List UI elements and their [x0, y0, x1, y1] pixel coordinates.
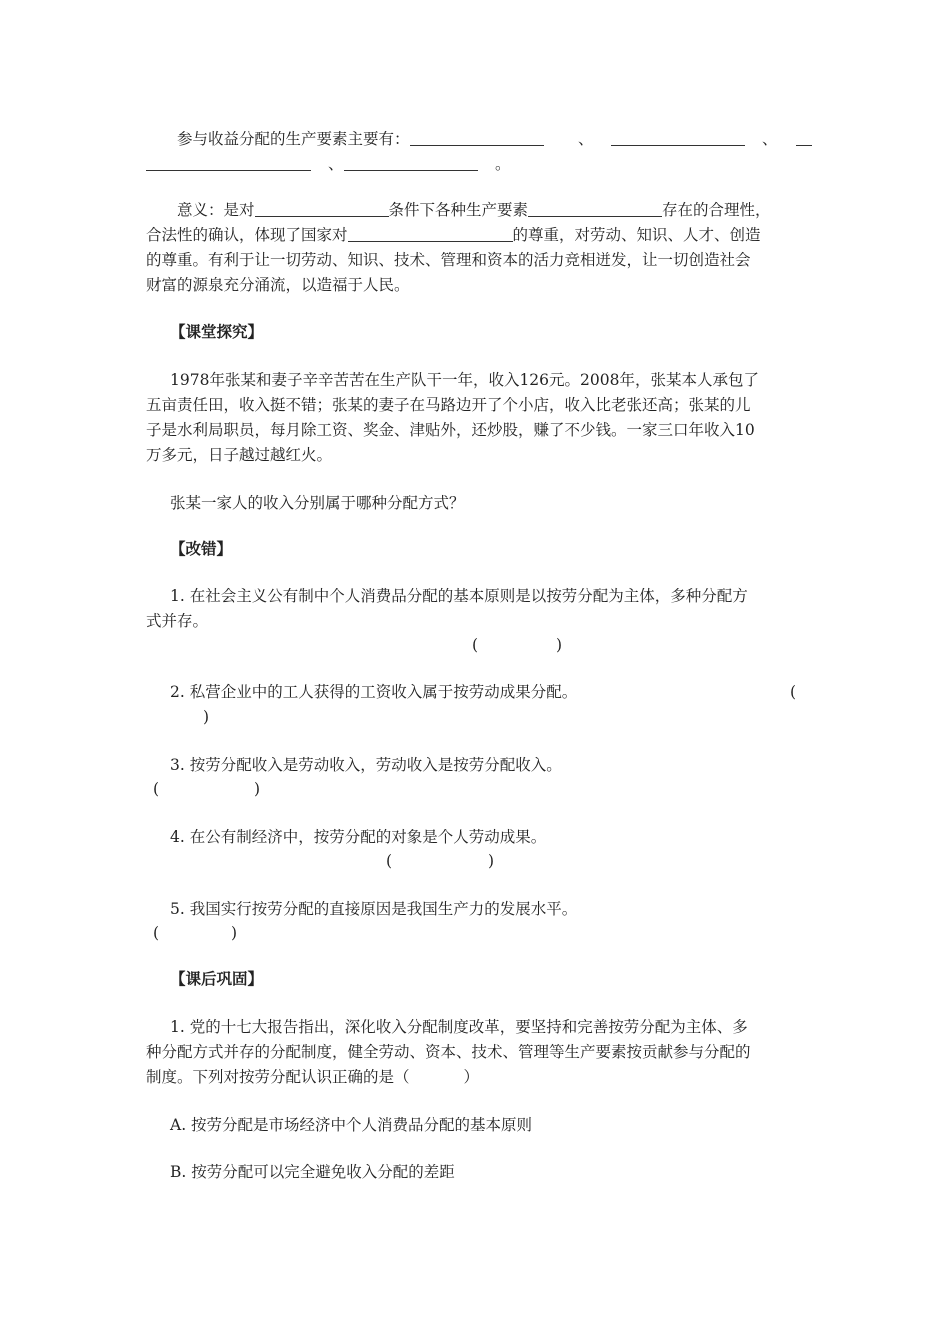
factors-line-2: [146, 152, 311, 176]
correct-q1-line-2: 式并存。: [146, 612, 209, 630]
fill-blank-5[interactable]: [255, 200, 389, 217]
fill-blank-3[interactable]: [146, 154, 311, 171]
meaning-text-2: 条件下各种生产要素: [388, 201, 529, 219]
meaning-line-1: [177, 198, 771, 222]
correct-q5-rparen: ): [231, 924, 238, 942]
meaning-text-3: 存在的合理性，: [662, 201, 771, 219]
factors-end: 。: [495, 155, 511, 173]
correct-q2-lparen: (: [790, 683, 797, 701]
factors-intro: 参与收益分配的生产要素主要有：: [177, 130, 410, 148]
fill-blank-6[interactable]: [528, 200, 662, 217]
meaning-line-4: 财富的源泉充分涌流，以造福于人民。: [146, 276, 410, 294]
correct-q1-rparen: ): [556, 636, 563, 654]
fill-blank-3-start[interactable]: [796, 129, 812, 146]
review-q1-rparen: ）: [463, 1068, 480, 1086]
factors-line: [177, 127, 544, 151]
factors-sep-2: 、: [762, 130, 778, 148]
correct-q1-lparen: (: [472, 636, 479, 654]
correct-q4: 4. 在公有制经济中，按劳分配的对象是个人劳动成果。: [170, 828, 547, 846]
explore-line-1: 1978年张某和妻子辛辛苦苦在生产队干一年，收入126元。2008年，张某本人承包了: [170, 371, 759, 389]
correct-q4-rparen: ): [488, 852, 495, 870]
review-q1-line-3: [146, 1065, 479, 1089]
meaning-text-1: 意义：是对: [177, 201, 255, 219]
correct-q1-line-1: 1. 在社会主义公有制中个人消费品分配的基本原则是以按劳分配为主体，多种分配方: [170, 587, 748, 605]
factors-blank-3a-wrap: [796, 127, 812, 151]
correct-q3-rparen: ): [254, 780, 261, 798]
correct-q4-lparen: (: [386, 852, 393, 870]
explore-line-3: 子是水利局职员，每月除工资、奖金、津贴外，还炒股，赚了不少钱。一家三口年收入10: [146, 421, 755, 439]
meaning-text-4: 合法性的确认，体现了国家对: [146, 226, 348, 244]
factors-blank-2-wrap: [611, 127, 745, 151]
review-option-a: A. 按劳分配是市场经济中个人消费品分配的基本原则: [170, 1116, 533, 1134]
review-q1-stem: 制度。下列对按劳分配认识正确的是（: [146, 1068, 410, 1086]
correct-q2-rparen: ): [203, 708, 210, 726]
explore-heading: 【课堂探究】: [170, 322, 264, 341]
correct-q3-lparen: (: [153, 780, 160, 798]
review-q1-line-2: 种分配方式并存的分配制度，健全劳动、资本、技术、管理等生产要素按贡献参与分配的: [146, 1043, 751, 1061]
meaning-text-5: 的尊重，对劳动、知识、人才、创造: [512, 226, 761, 244]
factors-blank-4-wrap: [344, 152, 478, 176]
review-heading: 【课后巩固】: [170, 969, 264, 988]
correct-q2: 2. 私营企业中的工人获得的工资收入属于按劳动成果分配。: [170, 683, 578, 701]
fill-blank-1[interactable]: [410, 129, 544, 146]
review-option-b: B. 按劳分配可以完全避免收入分配的差距: [170, 1163, 455, 1181]
review-q1-line-1: 1. 党的十七大报告指出，深化收入分配制度改革，要坚持和完善按劳分配为主体、多: [170, 1018, 748, 1036]
fill-blank-2[interactable]: [611, 129, 745, 146]
fill-blank-4[interactable]: [344, 154, 478, 171]
explore-question: 张某一家人的收入分别属于哪种分配方式？: [170, 494, 465, 512]
factors-sep-1: 、: [578, 130, 594, 148]
factors-sep-3: 、: [328, 155, 344, 173]
correct-heading: 【改错】: [170, 539, 233, 558]
fill-blank-7[interactable]: [348, 225, 513, 242]
meaning-line-2: [146, 223, 761, 247]
correct-q5: 5. 我国实行按劳分配的直接原因是我国生产力的发展水平。: [170, 900, 578, 918]
explore-line-4: 万多元，日子越过越红火。: [146, 446, 333, 464]
explore-line-2: 五亩责任田，收入挺不错；张某的妻子在马路边开了个小店，收入比老张还高；张某的儿: [146, 396, 751, 414]
meaning-line-3: 的尊重。有利于让一切劳动、知识、技术、管理和资本的活力竞相迸发，让一切创造社会: [146, 251, 751, 269]
correct-q3: 3. 按劳分配收入是劳动收入，劳动收入是按劳分配收入。: [170, 756, 562, 774]
correct-q5-lparen: (: [153, 924, 160, 942]
